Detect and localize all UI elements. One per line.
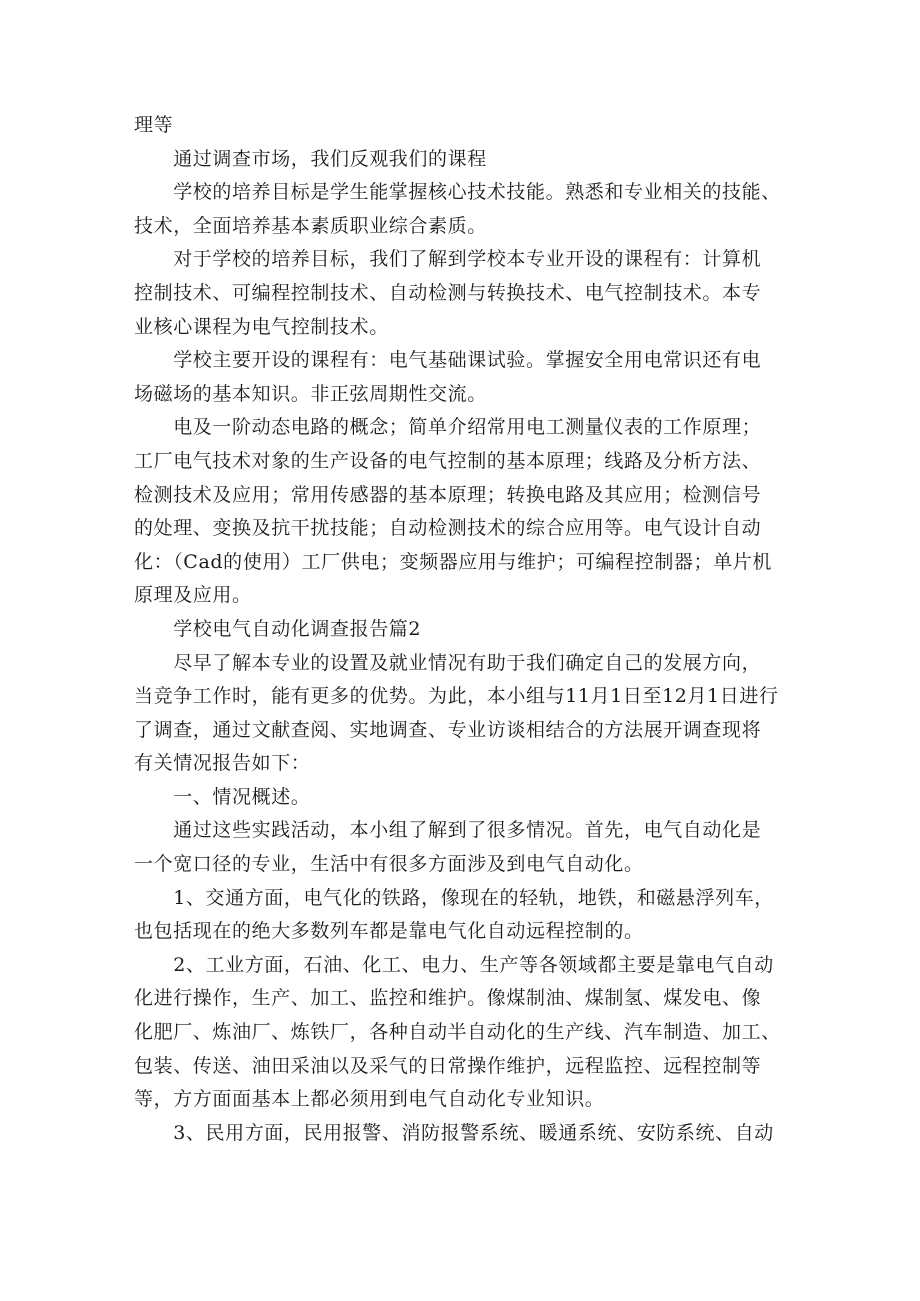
text-line: 的处理、变换及抗干扰技能；自动检测技术的综合应用等。电气设计自动 bbox=[134, 517, 762, 540]
text-line: 3、民用方面，民用报警、消防报警系统、暖通系统、安防系统、自动 bbox=[134, 1121, 774, 1144]
text-line: 等，方方面面基本上都必须用到电气自动化专业知识。 bbox=[134, 1088, 605, 1111]
text-line: 通过这些实践活动，本小组了解到了很多情况。首先，电气自动化是 bbox=[134, 819, 762, 842]
text-line: 化进行操作，生产、加工、监控和维护。像煤制油、煤制氢、煤发电、像 bbox=[134, 987, 762, 1010]
text-line: 工厂电气技术对象的生产设备的电气控制的基本原理；线路及分析方法、 bbox=[134, 449, 762, 472]
text-line: 控制技术、可编程控制技术、自动检测与转换技术、电气控制技术。本专 bbox=[134, 281, 762, 304]
text-line: 了调查，通过文献查阅、实地调查、专业访谈相结合的方法展开调查现将 bbox=[134, 718, 762, 741]
text-line: 电及一阶动态电路的概念；简单介绍常用电工测量仪表的工作原理； bbox=[134, 416, 762, 439]
text-line: 检测技术及应用；常用传感器的基本原理；转换电路及其应用；检测信号 bbox=[134, 483, 762, 506]
text-line: 2、工业方面，石油、化工、电力、生产等各领域都主要是靠电气自动 bbox=[134, 953, 774, 976]
text-line: 原理及应用。 bbox=[134, 584, 252, 607]
section-heading: 学校电气自动化调查报告篇2 bbox=[134, 617, 422, 640]
text-line: 技术，全面培养基本素质职业综合素质。 bbox=[134, 214, 487, 237]
text-line: 对于学校的培养目标，我们了解到学校本专业开设的课程有：计算机 bbox=[134, 248, 762, 271]
subsection-heading: 一、情况概述。 bbox=[134, 785, 311, 808]
text-line: 一个宽口径的专业，生活中有很多方面涉及到电气自动化。 bbox=[134, 853, 644, 876]
text-line: 当竞争工作时，能有更多的优势。为此，本小组与11月1日至12月1日进行 bbox=[134, 685, 779, 708]
text-line: 理等 bbox=[134, 114, 174, 136]
text-line: 1、交通方面，电气化的铁路，像现在的轻轨，地铁，和磁悬浮列车， bbox=[134, 886, 774, 909]
text-line: 有关情况报告如下： bbox=[134, 752, 311, 775]
text-line: 也包括现在的绝大多数列车都是靠电气化自动远程控制的。 bbox=[134, 920, 644, 943]
text-line: 场磁场的基本知识。非正弦周期性交流。 bbox=[134, 382, 487, 405]
text-line: 化：（Cad的使用）工厂供电；变频器应用与维护；可编程控制器；单片机 bbox=[134, 550, 772, 573]
text-line: 学校的培养目标是学生能掌握核心技术技能。熟悉和专业相关的技能、 bbox=[134, 181, 781, 204]
text-line: 通过调查市场，我们反观我们的课程 bbox=[134, 147, 487, 170]
text-line: 学校主要开设的课程有：电气基础课试验。掌握安全用电常识还有电 bbox=[134, 349, 762, 372]
text-line: 化肥厂、炼油厂、炼铁厂，各种自动半自动化的生产线、汽车制造、加工、 bbox=[134, 1021, 781, 1044]
text-line: 包装、传送、油田采油以及采气的日常操作维护，远程监控、远程控制等 bbox=[134, 1054, 762, 1077]
document-body bbox=[134, 109, 794, 1150]
text-line: 尽早了解本专业的设置及就业情况有助于我们确定自己的发展方向， bbox=[134, 651, 762, 674]
text-line: 业核心课程为电气控制技术。 bbox=[134, 315, 389, 338]
